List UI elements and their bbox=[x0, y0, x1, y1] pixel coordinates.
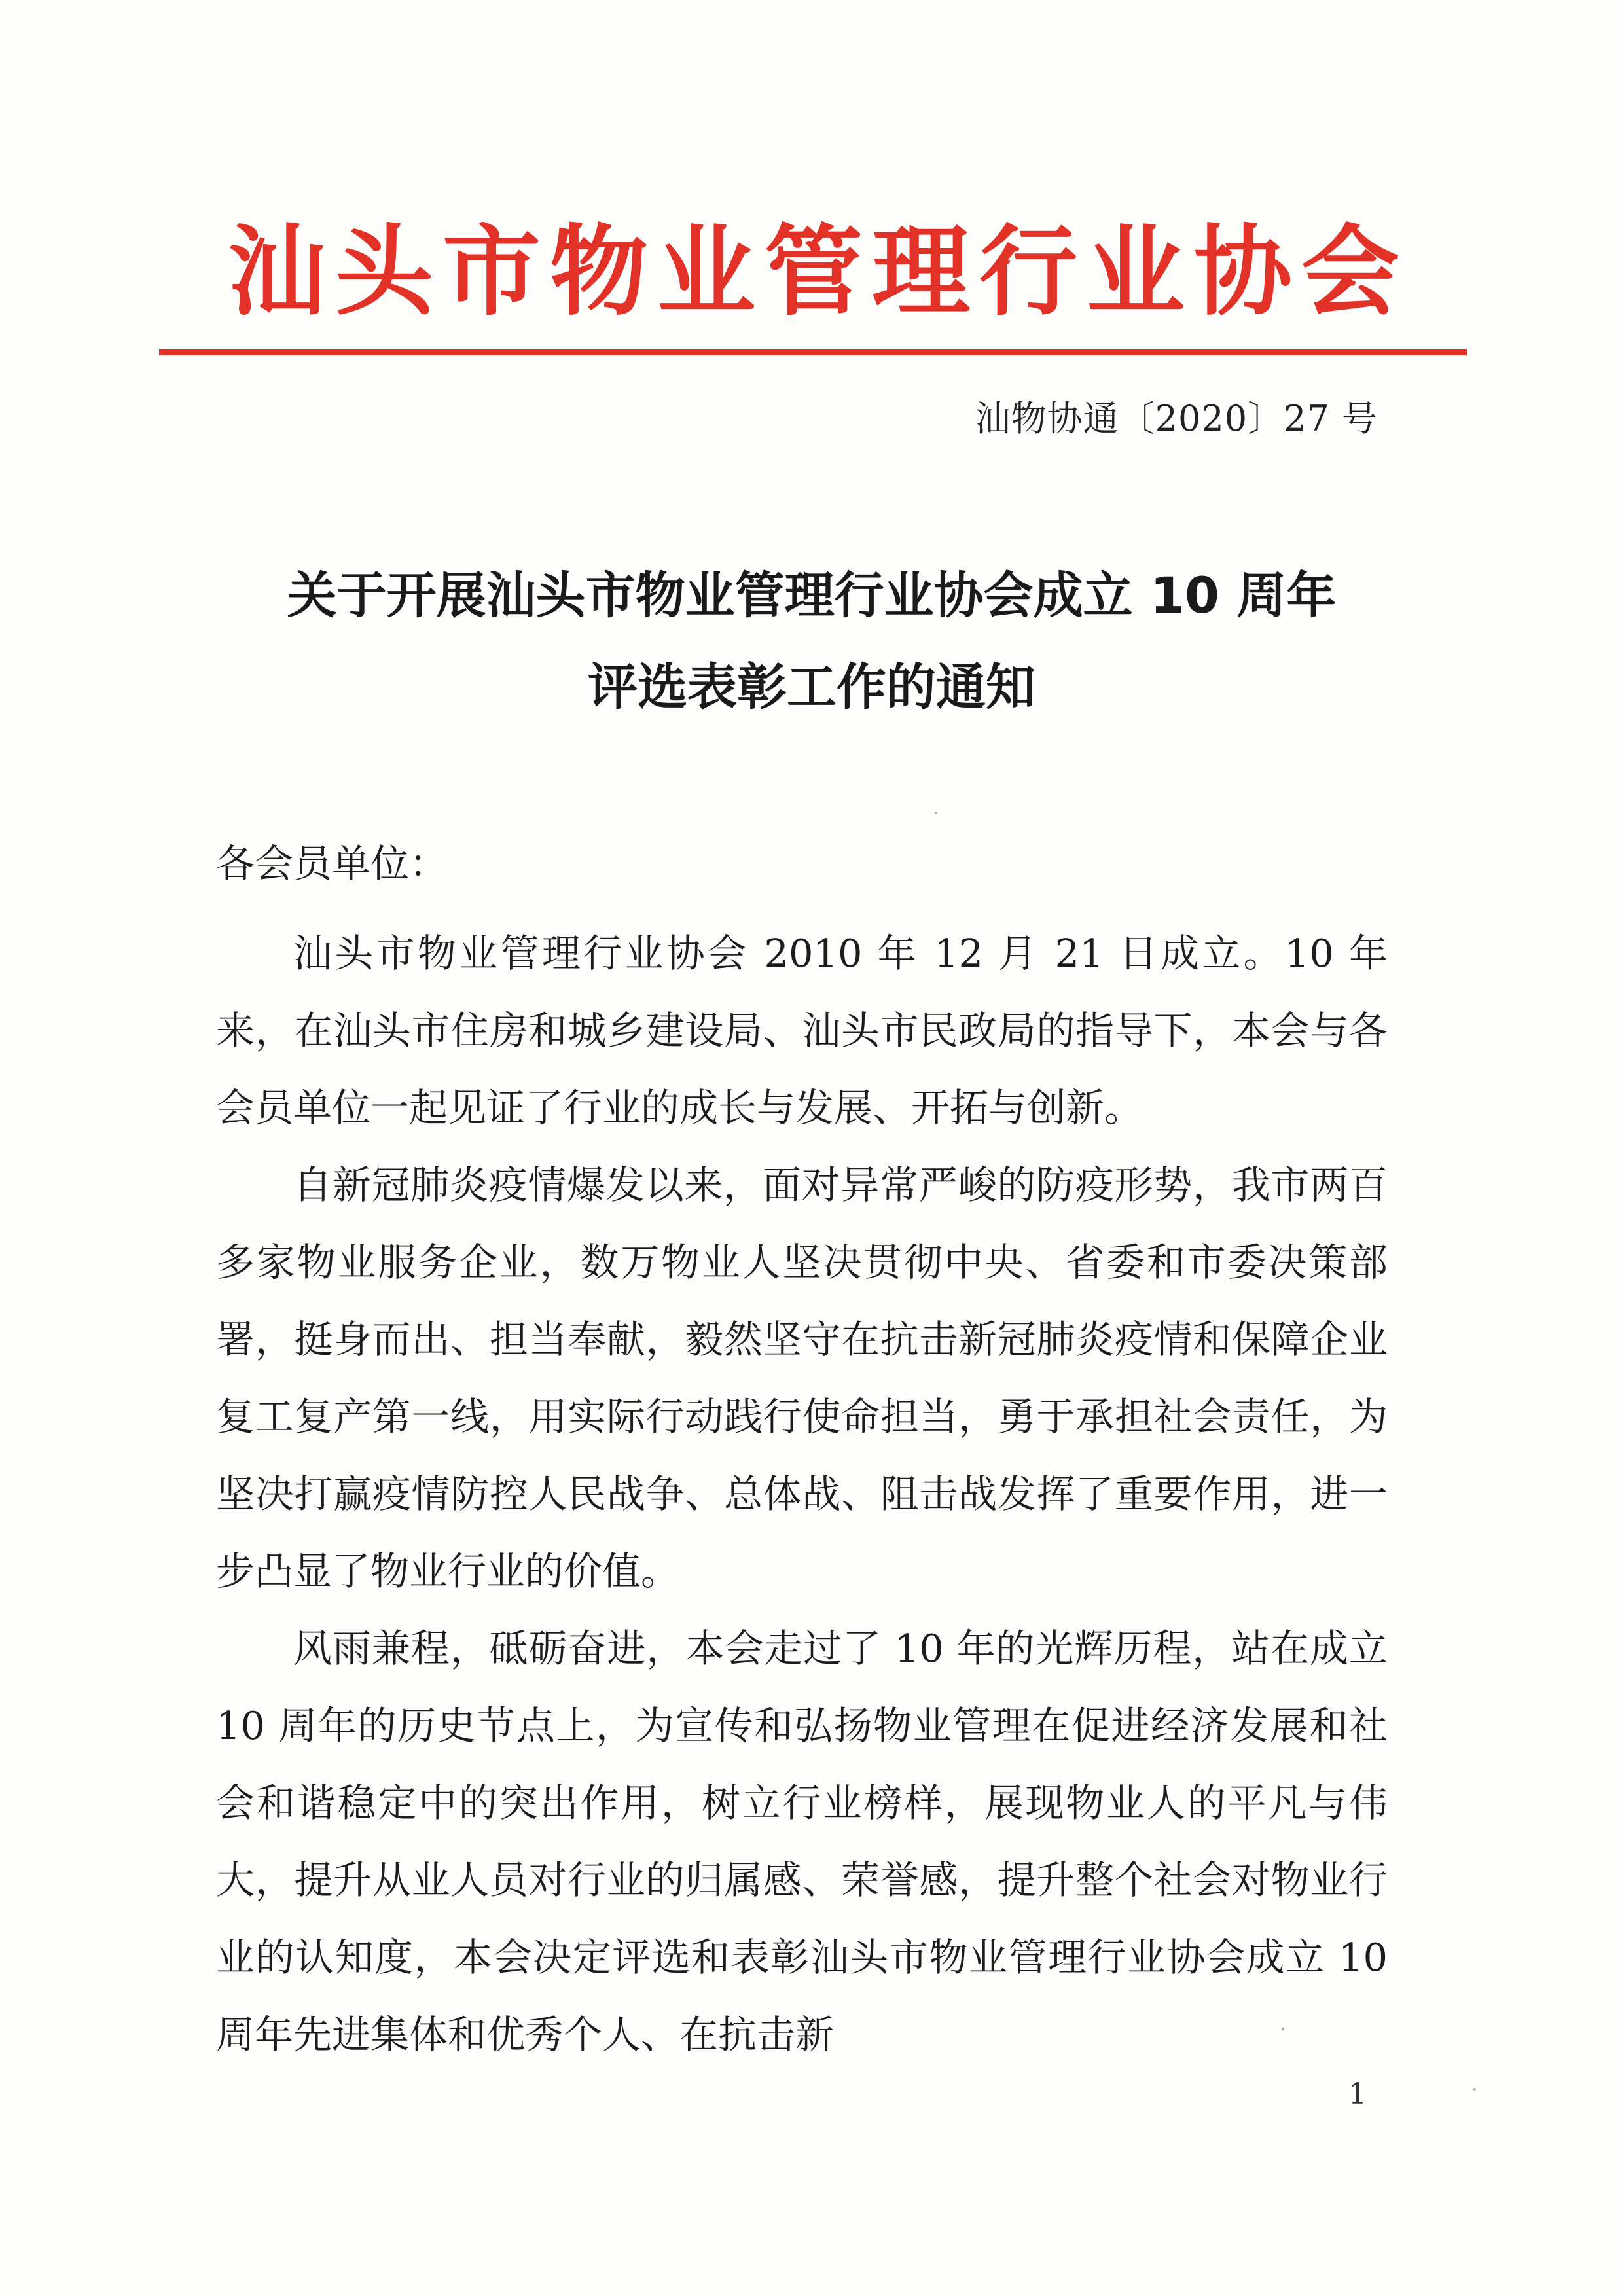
paragraph-2: 自新冠肺炎疫情爆发以来，面对异常严峻的防疫形势，我市两百多家物业服务企业，数万物业人坚决贯彻中央、省委和市委决策部署，挺身而出、担当奉献，毅然坚守在抗击新冠肺炎疫情和保障企业复工复产第一线，用实际行动践行使命担当，勇于承担社会责任，为坚决打赢疫情防控人民战争、总体战、阻击战发挥了重要作用，进一步凸显了物业行业的价值。 bbox=[216, 1162, 1388, 1594]
title-line-2: 评选表彰工作的通知 bbox=[588, 658, 1035, 716]
scan-speck bbox=[1473, 2088, 1476, 2091]
body-text bbox=[216, 915, 1388, 2073]
page-number: 1 bbox=[1348, 2077, 1367, 2111]
paragraph-1: 汕头市物业管理行业协会 2010 年 12 月 21 日成立。10 年来，在汕头市住房和城乡建设局、汕头市民政局的指导下，本会与各会员单位一起见证了行业的成长与发展、开拓与创新。 bbox=[216, 931, 1388, 1130]
paragraph-3: 风雨兼程，砥砺奋进，本会走过了 10 年的光辉历程，站在成立 10 周年的历史节点上，为宣传和弘扬物业管理在促进经济发展和社会和谐稳定中的突出作用，树立行业榜样，展现物业人的平凡与伟大，提升从业人员对行业的归属感、荣誉感，提升整个社会对物业行业的认知度，本会决定评选和表彰汕头市物业管理行业协会成立 10 周年先进集体和优秀个人、在抗击新 bbox=[216, 1626, 1388, 2057]
document-title bbox=[157, 550, 1466, 733]
scan-speck bbox=[1282, 2028, 1284, 2030]
title-line-1: 关于开展汕头市物业管理行业协会成立 10 周年 bbox=[287, 566, 1337, 624]
scan-speck bbox=[935, 812, 937, 814]
document-number: 汕物协通〔2020〕27 号 bbox=[975, 398, 1378, 439]
red-divider-line bbox=[159, 349, 1467, 355]
salutation: 各会员单位： bbox=[216, 841, 448, 886]
organization-masthead: 汕头市物业管理行业协会 bbox=[227, 214, 1409, 329]
